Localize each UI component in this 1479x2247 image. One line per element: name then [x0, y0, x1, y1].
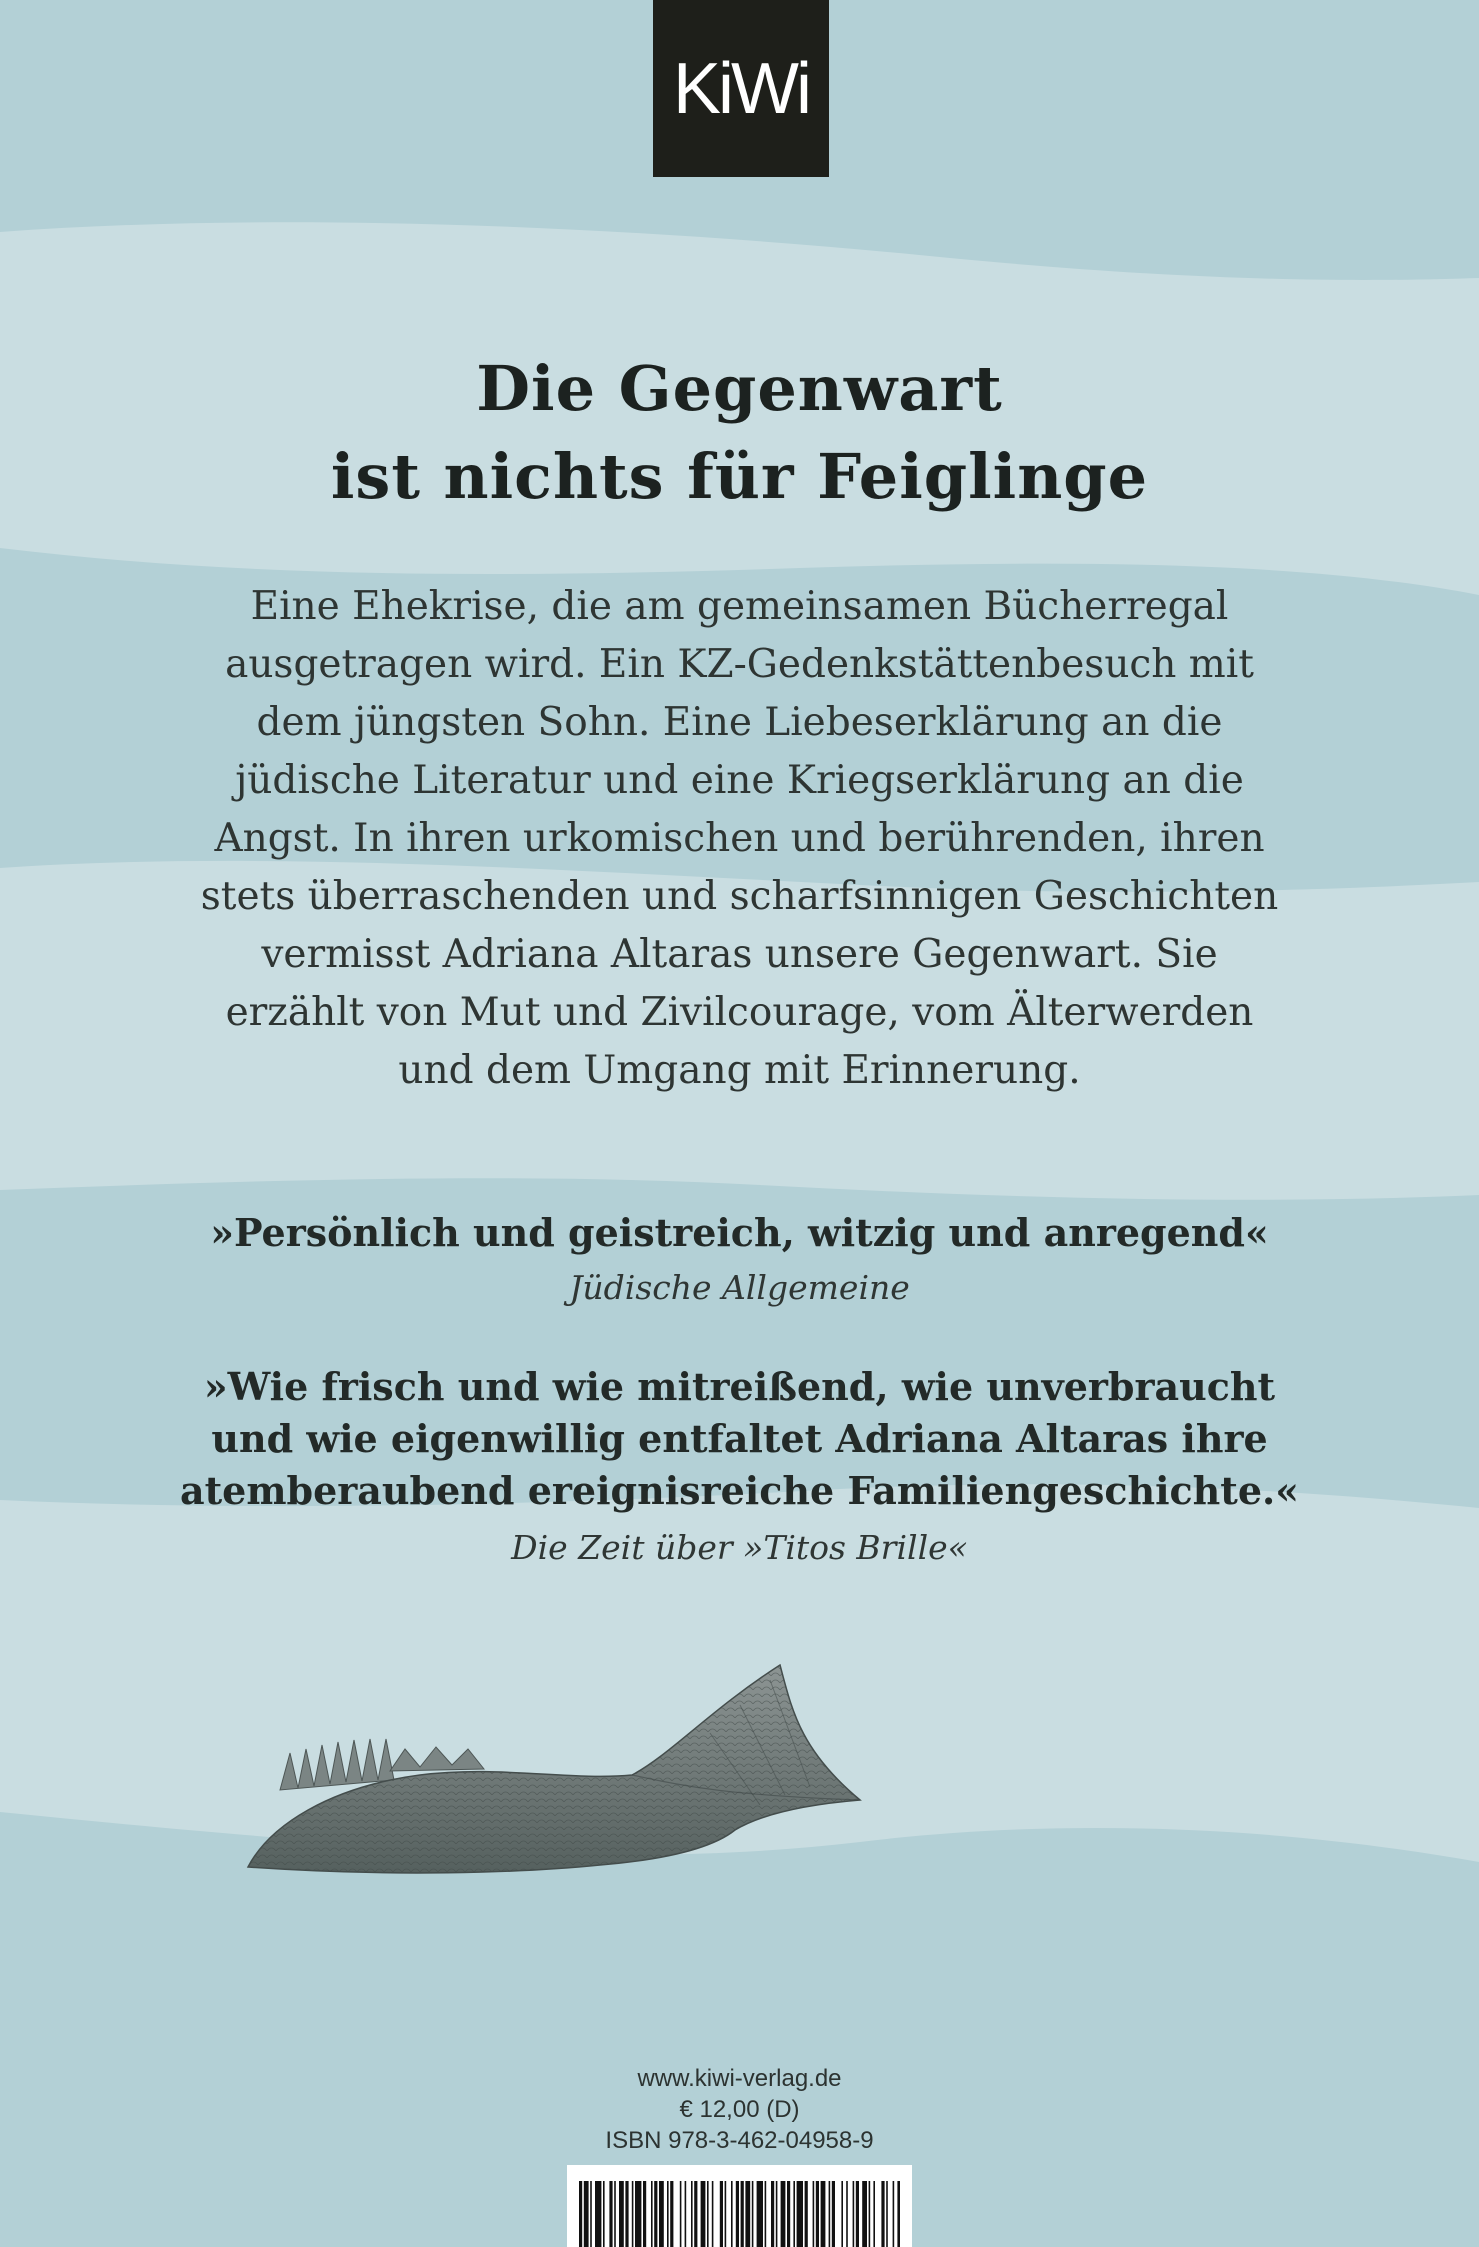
fish-icon	[240, 1655, 880, 1885]
blurb-line: und dem Umgang mit Erinnerung.	[398, 1048, 1081, 1093]
barcode-bar	[816, 2181, 819, 2247]
barcode-bar	[862, 2181, 867, 2247]
headline-line: Die Gegenwart	[476, 352, 1003, 425]
publisher-logo	[653, 0, 829, 177]
barcode-bar	[731, 2181, 733, 2247]
barcode-bar	[619, 2181, 624, 2247]
barcode-bar	[694, 2181, 697, 2247]
barcode-bar	[829, 2181, 831, 2247]
barcode-bar	[659, 2181, 664, 2247]
blurb-text	[140, 578, 1339, 1100]
barcode-bar	[691, 2181, 693, 2247]
publisher-website: www.kiwi-verlag.de	[637, 2065, 842, 2092]
blurb-line: vermisst Adriana Altaras unsere Gegenwart. Sie	[261, 932, 1218, 977]
barcode-bar	[873, 2181, 875, 2247]
barcode-bar	[625, 2181, 628, 2247]
barcode-bar	[635, 2181, 641, 2247]
barcode-bar	[897, 2181, 900, 2247]
barcode-bar	[893, 2181, 895, 2247]
blurb-line: Eine Ehekrise, die am gemeinsamen Bücherregal	[250, 584, 1229, 629]
barcode-bar	[707, 2181, 709, 2247]
barcode-bar	[741, 2181, 744, 2247]
blurb-line: stets überraschenden und scharfsinnigen Geschichten	[200, 874, 1279, 919]
barcode-bar	[793, 2181, 795, 2247]
barcode-bar	[765, 2181, 767, 2247]
blurb-line: jüdische Literatur und eine Kriegserklärung an die	[235, 758, 1244, 803]
barcode-bar	[584, 2181, 589, 2247]
isbn: ISBN 978-3-462-04958-9	[605, 2127, 874, 2154]
publisher-logo-text: KiWi	[673, 48, 809, 129]
barcode-bar	[590, 2181, 592, 2247]
barcode-bar	[805, 2181, 808, 2247]
barcode-bar	[846, 2181, 848, 2247]
barcode-bar	[609, 2181, 612, 2247]
blurb-line: dem jüngsten Sohn. Eine Liebeserklärung an die	[256, 700, 1223, 745]
barcode-bar	[781, 2181, 786, 2247]
barcode-bar	[701, 2181, 706, 2247]
barcode-bar	[725, 2181, 727, 2247]
barcode-bar	[771, 2181, 774, 2247]
barcode-bar	[603, 2181, 605, 2247]
barcode-bar	[685, 2181, 687, 2247]
imprint	[0, 2063, 1479, 2156]
barcode-bar	[869, 2181, 871, 2247]
barcode-bar	[654, 2181, 657, 2247]
barcode-bar	[643, 2181, 646, 2247]
barcode-bar	[651, 2181, 653, 2247]
barcode-bar	[752, 2181, 754, 2247]
blurb-line: ausgetragen wird. Ein KZ-Gedenkstättenbesuch mit	[225, 642, 1254, 687]
barcode-bar	[614, 2181, 616, 2247]
blurb-line: erzählt von Mut und Zivilcourage, vom Älterwerden	[225, 990, 1254, 1035]
barcode-bar	[712, 2181, 714, 2247]
barcode-bar	[757, 2181, 763, 2247]
barcode-bar	[667, 2181, 669, 2247]
barcode-bar	[813, 2181, 815, 2247]
barcode-icon	[579, 2181, 900, 2247]
review-source: Jüdische Allgemeine	[569, 1268, 910, 1307]
barcode-bar	[853, 2181, 855, 2247]
barcode-bar	[881, 2181, 884, 2247]
barcode-bar	[680, 2181, 682, 2247]
review-quote-line: atemberaubend ereignisreiche Familiengeschichte.«	[179, 1468, 1300, 1513]
barcode-bar	[787, 2181, 790, 2247]
headline-line: ist nichts für Feiglinge	[330, 440, 1149, 513]
barcode-bar	[670, 2181, 673, 2247]
review-quote	[0, 1361, 1479, 1517]
barcode-bar	[776, 2181, 778, 2247]
barcode-bar	[745, 2181, 750, 2247]
barcode-bar	[632, 2181, 634, 2247]
headline	[0, 345, 1479, 521]
review-quote-line: »Wie frisch und wie mitreißend, wie unverbraucht	[203, 1364, 1276, 1409]
barcode-bar	[579, 2181, 582, 2247]
barcode-bar	[595, 2181, 601, 2247]
barcode-bar	[841, 2181, 843, 2247]
review-quote	[0, 1207, 1479, 1259]
barcode-bar	[720, 2181, 723, 2247]
barcode-bar	[856, 2181, 859, 2247]
barcode	[567, 2165, 912, 2247]
barcode-bar	[886, 2181, 888, 2247]
review-source: Die Zeit über »Titos Brille«	[511, 1528, 968, 1567]
barcode-bar	[832, 2181, 835, 2247]
barcode-bar	[736, 2181, 739, 2247]
review-quote-line: »Persönlich und geistreich, witzig und anregend«	[210, 1210, 1269, 1255]
barcode-bar	[821, 2181, 826, 2247]
blurb-line: Angst. In ihren urkomischen und berührenden, ihren	[214, 816, 1265, 861]
barcode-bar	[797, 2181, 803, 2247]
price: € 12,00 (D)	[679, 2096, 800, 2123]
review-quote-line: und wie eigenwillig entfaltet Adriana Altaras ihre	[211, 1416, 1268, 1461]
